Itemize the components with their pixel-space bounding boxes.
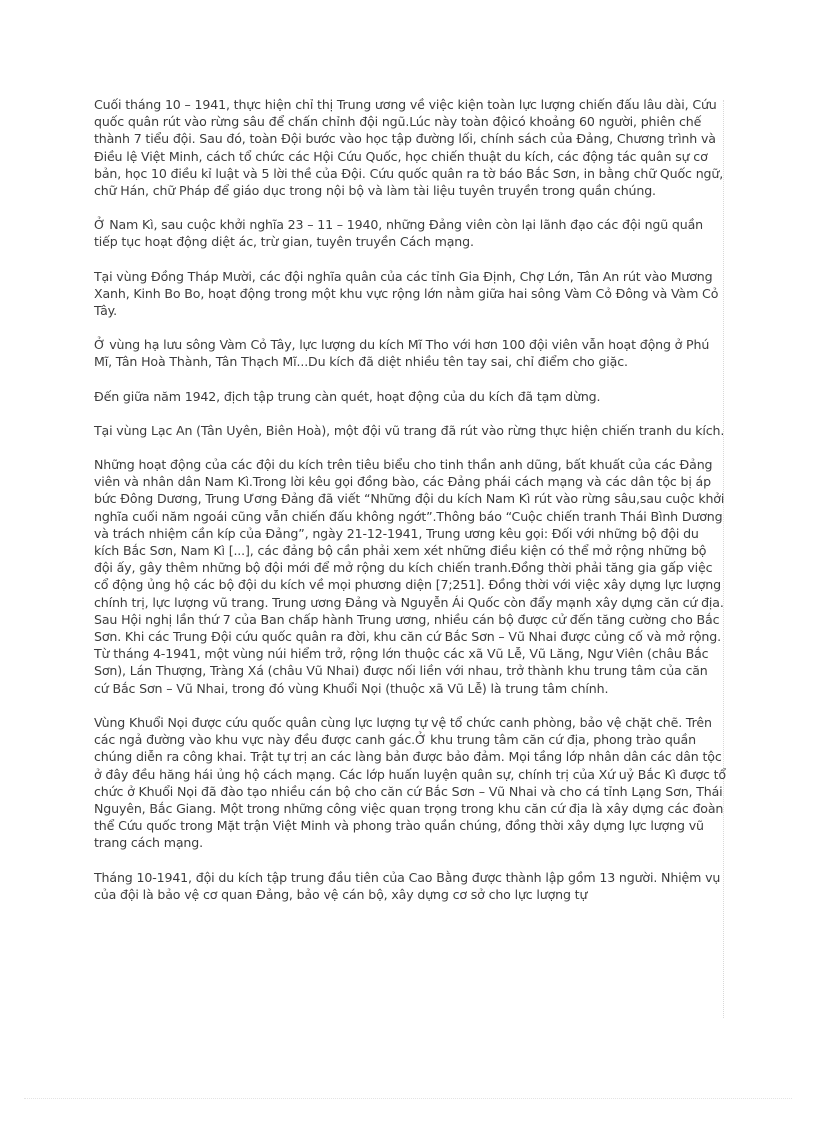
paragraph: Ở Nam Kì, sau cuộc khởi nghĩa 23 – 11 – 1940, những Đảng viên còn lại lãnh đạo các đội ngũ quần tiếp tục hoạt động diệt ác, trừ gian, tuyên truyền Cách mạng. (94, 217, 704, 250)
document-body (94, 96, 726, 920)
paragraph: Tại vùng Đồng Tháp Mười, các đội nghĩa quân của các tỉnh Gia Định, Chợ Lớn, Tân An rút vào Mương Xanh, Kinh Bo Bo, hoạt động trong một khu vực rộng lớn nằm giữa hai sông Vàm Cỏ Đông và Vàm Cỏ Tây. (94, 268, 719, 319)
paragraph: Vùng Khuổi Nọi được cứu quốc quân cùng lực lượng tự vệ tổ chức canh phòng, bảo vệ chặt chẽ. Trên các ngả đường vào khu vực này đều được canh gác.Ở khu trung tâm căn cứ địa, phong trào quần chúng diễn ra công khai. Trật tự trị an các làng bản được bảo đảm. Mọi tầng lớp nhân dân các dân tộc ở đây đều hăng hái ủng hộ cách mạng. Các lớp huấn luyện quân sự, chính trị của Xứ uỷ Bắc Kì được tổ chức ở Khuổi Nọi đã đào tạo nhiều cán bộ cho căn cứ Bắc Sơn – Vũ Nhai và cho cá tỉnh Lạng Sơn, Thái Nguyên, Bắc Giang. Một trong những công việc quan trọng trong khu căn cứ địa là xây dựng các đoàn thể Cứu quốc trong Mặt trận Việt Minh và phong trào quần chúng, đồng thời xây dựng lực lượng vũ trang cách mạng. (94, 714, 726, 851)
paragraph: Tháng 10-1941, đội du kích tập trung đầu tiên của Cao Bằng được thành lập gồm 13 người. Nhiệm vụ của đội là bảo vệ cơ quan Đảng, bảo vệ cán bộ, xây dựng cơ sở cho lực lượng tự (94, 869, 721, 902)
paragraph: Tại vùng Lạc An (Tân Uyên, Biên Hoà), một đội vũ trang đã rút vào rừng thực hiện chiến tranh du kích. (94, 422, 725, 438)
paragraph: Cuối tháng 10 – 1941, thực hiện chỉ thị Trung ương về việc kiện toàn lực lượng chiến đấu lâu dài, Cứu quốc quân rút vào rừng sâu để chấn chỉnh đội ngũ.Lúc này toàn độicó khoảng 60 người, phiên chế thành 7 tiểu đội. Sau đó, toàn Đội bước vào học tập đường lối, chính sách của Đảng, Chương trình và Điều lệ Việt Minh, cách tổ chức các Hội Cứu Quốc, học chiến thuật du kích, các động tác quân sự cơ bản, học 10 điều kỉ luật và 5 lời thề của Đội. Cứu quốc quân ra tờ báo Bắc Sơn, in bằng chữ Quốc ngữ, chữ Hán, chữ Pháp để giáo dục trong nội bộ và làm tài liệu tuyên truyền trong quần chúng. (94, 97, 724, 199)
page-bottom-rule (24, 1098, 792, 1099)
paragraph: Đến giữa năm 1942, địch tập trung càn quét, hoạt động của du kích đã tạm dừng. (94, 388, 601, 404)
paragraph: Những hoạt động của các đội du kích trên tiêu biểu cho tinh thần anh dũng, bất khuất của các Đảng viên và nhân dân Nam Kì.Trong lời kêu gọi đồng bào, các Đảng phái cách mạng và các dân tộc bị áp bức Đông Dương, Trung Ương Đảng đã viết “Những đội du kích Nam Kì rút vào rừng sâu,sau cuộc khởi nghĩa cuối năm ngoái cũng vẫn chiến đấu không ngớt”.Thông báo “Cuộc chiến tranh Thái Bình Dương và trách nhiệm cần kíp của Đảng”, ngày 21-12-1941, Trung ương kêu gọi: Đối với những bộ đội du kích Bắc Sơn, Nam Kì [...], các đảng bộ cần phải xem xét những điều kiện có thể mở rộng những bộ đội ấy, gây thêm những bộ đội mới để mở rộng du kích chiến tranh.Đồng thời phải tăng gia gấp việc cổ động ủng hộ các bộ đội du kích về mọi phương diện [7;251]. Đồng thời với việc xây dựng lực lượng chính trị, lực lượng vũ trang. Trung ương Đảng và Nguyễn Ái Quốc còn đẩy mạnh xây dựng căn cứ địa. Sau Hội nghị lần thứ 7 của Ban chấp hành Trung ương, nhiều cán bộ được cử đến tăng cường cho Bắc Sơn. Khi các Trung Đội cứu quốc quân ra đời, khu căn cứ Bắc Sơn – Vũ Nhai được củng cố và mở rộng. Từ tháng 4-1941, một vùng núi hiểm trở, rộng lớn thuộc các xã Vũ Lễ, Vũ Lăng, Ngư Viên (châu Bắc Sơn), Lán Thượng, Tràng Xá (châu Vũ Nhai) được nối liền với nhau, trở thành khu trung tâm của căn cứ Bắc Sơn – Vũ Nhai, trong đó vùng Khuổi Nọi (thuộc xã Vũ Lễ) là trung tâm chính. (94, 457, 725, 696)
paragraph: Ở vùng hạ lưu sông Vàm Cỏ Tây, lực lượng du kích Mĩ Tho với hơn 100 đội viên vẫn hoạt động ở Phú Mĩ, Tân Hoà Thành, Tân Thạch Mĩ...Du kích đã diệt nhiều tên tay sai, chỉ điểm cho giặc. (94, 337, 710, 370)
